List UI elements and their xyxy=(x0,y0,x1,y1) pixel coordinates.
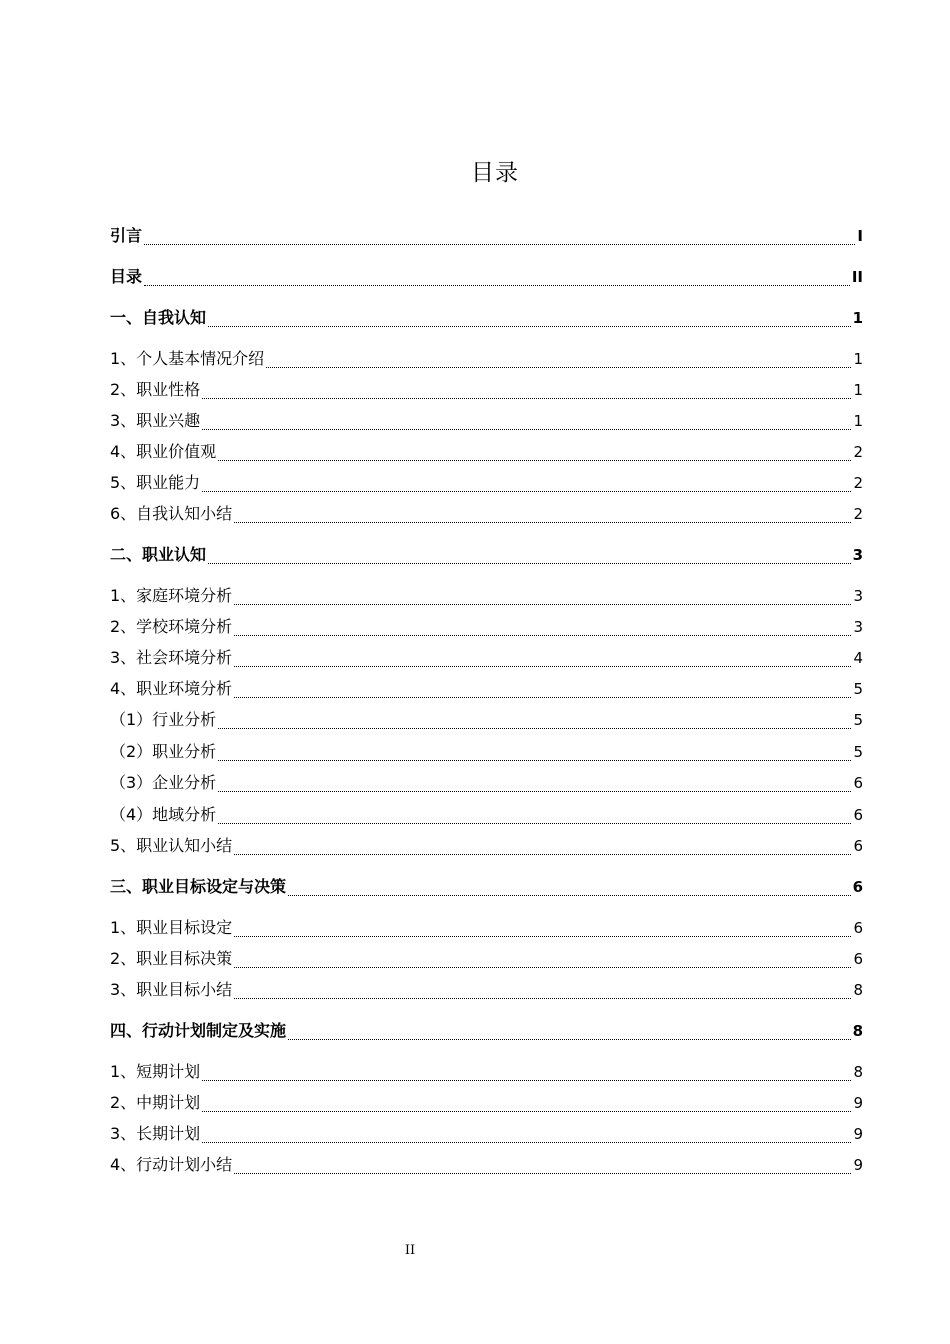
toc-entry[interactable] xyxy=(110,224,863,248)
toc-entry-label: 4、行动计划小结 xyxy=(110,1155,233,1174)
toc-entry[interactable] xyxy=(110,916,863,940)
toc-entry-label: 目录 xyxy=(110,267,143,286)
toc-dot-leader xyxy=(202,427,851,430)
toc-entry-page-number: 9 xyxy=(853,1125,863,1143)
toc-dot-leader xyxy=(202,1109,851,1112)
toc-dot-leader xyxy=(234,664,851,667)
toc-entry-page-number: 1 xyxy=(853,412,863,430)
toc-entry[interactable] xyxy=(110,646,863,670)
toc-entry-label: 3、职业兴趣 xyxy=(110,411,201,430)
toc-dot-leader xyxy=(218,458,851,461)
toc-entry-label: 4、职业环境分析 xyxy=(110,679,233,698)
toc-entry-page-number: 8 xyxy=(853,1063,863,1081)
toc-dot-leader xyxy=(234,965,851,968)
toc-entry[interactable] xyxy=(110,1122,863,1146)
toc-dot-leader xyxy=(234,934,851,937)
toc-entry[interactable] xyxy=(110,471,863,495)
toc-dot-leader xyxy=(234,520,851,523)
toc-entry-page-number: 6 xyxy=(853,919,863,937)
toc-entry-page-number: 2 xyxy=(853,443,863,461)
toc-entry[interactable] xyxy=(110,1060,863,1084)
toc-entry-label: 5、职业能力 xyxy=(110,473,201,492)
toc-dot-leader xyxy=(234,852,851,855)
toc-entry-page-number: 4 xyxy=(853,649,863,667)
toc-entry-page-number: 6 xyxy=(852,878,863,896)
toc-entry-label: 2、学校环境分析 xyxy=(110,617,233,636)
toc-entry-page-number: 5 xyxy=(853,711,863,729)
footer-page-number: II xyxy=(404,1243,416,1258)
toc-entry[interactable] xyxy=(110,740,863,764)
toc-dot-leader xyxy=(288,893,851,896)
toc-entry[interactable] xyxy=(110,265,863,289)
toc-entry[interactable] xyxy=(110,378,863,402)
toc-entry-label: 4、职业价值观 xyxy=(110,442,217,461)
toc-dot-leader xyxy=(218,821,851,824)
toc-entry-label: 引言 xyxy=(110,226,143,245)
toc-entry[interactable] xyxy=(110,440,863,464)
toc-entry[interactable] xyxy=(110,708,863,732)
toc-entry[interactable] xyxy=(110,1091,863,1115)
toc-dot-leader xyxy=(144,283,850,286)
toc-entry[interactable] xyxy=(110,978,863,1002)
toc-dot-leader xyxy=(234,633,851,636)
toc-entry-label: 2、中期计划 xyxy=(110,1093,201,1112)
toc-entry-page-number: 8 xyxy=(852,1022,863,1040)
toc-entry-label: 6、自我认知小结 xyxy=(110,504,233,523)
toc-entry[interactable] xyxy=(110,803,863,827)
toc-entry-page-number: 2 xyxy=(853,505,863,523)
toc-entry-label: 2、职业性格 xyxy=(110,380,201,399)
toc-entry-page-number: 2 xyxy=(853,474,863,492)
toc-entry[interactable] xyxy=(110,502,863,526)
toc-entry-page-number: 9 xyxy=(853,1156,863,1174)
toc-entry-page-number: 6 xyxy=(853,837,863,855)
toc-entry-page-number: 6 xyxy=(853,774,863,792)
toc-entry-label: （3）企业分析 xyxy=(110,773,217,792)
toc-entry-label: （1）行业分析 xyxy=(110,710,217,729)
toc-entry-label: 一、自我认知 xyxy=(110,308,207,327)
page-title: 目录 xyxy=(471,160,519,186)
toc-dot-leader xyxy=(202,1078,851,1081)
toc-entry-page-number: II xyxy=(851,268,863,286)
toc-entry[interactable] xyxy=(110,584,863,608)
toc-entry-page-number: 1 xyxy=(853,350,863,368)
toc-dot-leader xyxy=(202,1140,851,1143)
toc-entry-page-number: 6 xyxy=(853,950,863,968)
toc-dot-leader xyxy=(218,758,851,761)
toc-entry-label: 1、个人基本情况介绍 xyxy=(110,349,265,368)
toc-dot-leader xyxy=(234,695,851,698)
toc-entry-page-number: 5 xyxy=(853,743,863,761)
toc-entry[interactable] xyxy=(110,543,863,567)
toc-dot-leader xyxy=(144,242,855,245)
toc-dot-leader xyxy=(234,996,851,999)
toc-entry-label: 3、长期计划 xyxy=(110,1124,201,1143)
toc-dot-leader xyxy=(218,726,851,729)
toc-entry-label: 四、行动计划制定及实施 xyxy=(110,1021,287,1040)
toc-entry[interactable] xyxy=(110,1019,863,1043)
toc-entry[interactable] xyxy=(110,615,863,639)
toc-entry-page-number: 5 xyxy=(853,680,863,698)
toc-entry-label: 3、职业目标小结 xyxy=(110,980,233,999)
toc-entry[interactable] xyxy=(110,1153,863,1177)
toc-dot-leader xyxy=(208,324,851,327)
toc-entry[interactable] xyxy=(110,409,863,433)
toc-entry-page-number: 1 xyxy=(852,309,863,327)
toc-entry[interactable] xyxy=(110,677,863,701)
toc-entry[interactable] xyxy=(110,834,863,858)
toc-entry[interactable] xyxy=(110,947,863,971)
toc-entry-page-number: 8 xyxy=(853,981,863,999)
toc-dot-leader xyxy=(218,789,851,792)
toc-dot-leader xyxy=(202,489,851,492)
toc-entry-label: 1、短期计划 xyxy=(110,1062,201,1081)
toc-entry-page-number: 3 xyxy=(853,618,863,636)
toc-entry-page-number: 3 xyxy=(852,546,863,564)
toc-entry-page-number: 9 xyxy=(853,1094,863,1112)
toc-entry-label: 5、职业认知小结 xyxy=(110,836,233,855)
toc-entry-label: 3、社会环境分析 xyxy=(110,648,233,667)
toc-dot-leader xyxy=(266,365,851,368)
toc-entry-label: 三、职业目标设定与决策 xyxy=(110,877,287,896)
toc-entry-page-number: 6 xyxy=(853,806,863,824)
toc-entry[interactable] xyxy=(110,347,863,371)
toc-dot-leader xyxy=(288,1037,851,1040)
toc-dot-leader xyxy=(202,396,851,399)
toc-entry-label: 1、家庭环境分析 xyxy=(110,586,233,605)
toc-dot-leader xyxy=(234,1171,851,1174)
toc-entry-label: 1、职业目标设定 xyxy=(110,918,233,937)
toc-entry-page-number: I xyxy=(857,227,863,245)
toc-entry-label: （4）地域分析 xyxy=(110,805,217,824)
toc-entry-page-number: 3 xyxy=(853,587,863,605)
toc-entry[interactable] xyxy=(110,771,863,795)
toc-dot-leader xyxy=(208,561,851,564)
toc-entry-label: （2）职业分析 xyxy=(110,742,217,761)
toc-entry[interactable] xyxy=(110,875,863,899)
toc-entry-label: 二、职业认知 xyxy=(110,545,207,564)
toc-dot-leader xyxy=(234,602,851,605)
toc-entry-label: 2、职业目标决策 xyxy=(110,949,233,968)
toc-entry[interactable] xyxy=(110,306,863,330)
toc-entry-page-number: 1 xyxy=(853,381,863,399)
